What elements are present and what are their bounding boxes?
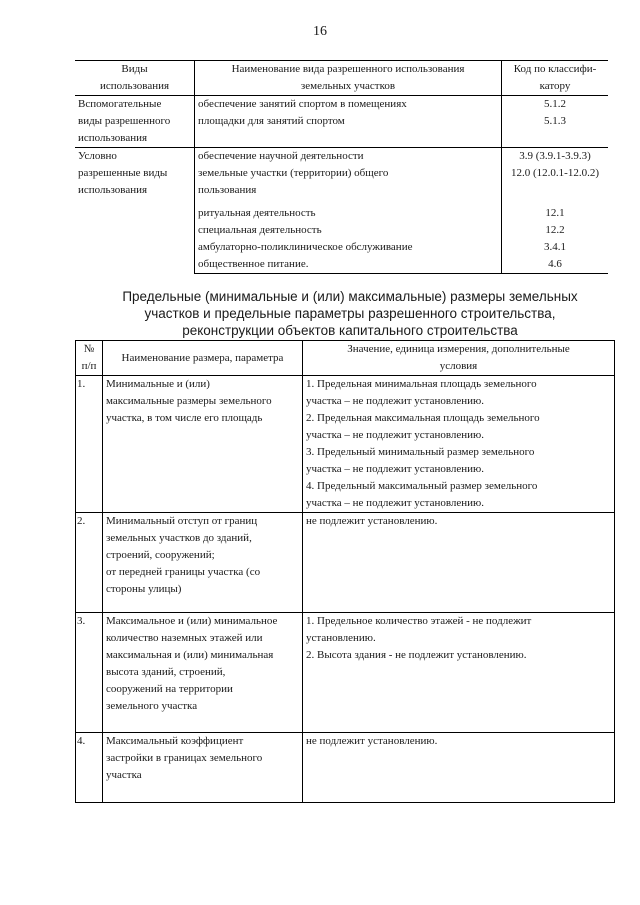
table-row <box>75 96 608 114</box>
table-row <box>75 148 608 166</box>
parameter-name-cell: Минимальный отступ от границ земельных участков до зданий, строений, сооружений; от передней границы участка (со стороны улицы) <box>103 513 303 613</box>
use-name-cell: пользования <box>195 182 502 199</box>
use-name-cell: обеспечение научной деятельности <box>195 148 502 166</box>
header-parameter-name: Наименование размера, параметра <box>103 341 303 376</box>
code-cell: 3.9 (3.9.1-3.9.3) <box>502 148 609 166</box>
use-name-cell: ритуальная деятельность <box>195 205 502 222</box>
parameter-value-cell: не подлежит установлению. <box>303 513 615 613</box>
table-row <box>76 376 615 513</box>
parameter-name-cell: Минимальные и (или) максимальные размеры земельного участка, в том числе его площадь <box>103 376 303 513</box>
use-name-cell: земельные участки (территории) общего <box>195 165 502 182</box>
parameter-name-cell: Максимальный коэффициент застройки в границах земельного участка <box>103 733 303 803</box>
use-name-cell: общественное питание. <box>195 256 502 274</box>
row-number: 2. <box>76 513 103 613</box>
table-header-row <box>75 61 608 96</box>
row-number: 1. <box>76 376 103 513</box>
use-name-cell: амбулаторно-поликлиническое обслуживание <box>195 239 502 256</box>
code-cell <box>502 130 609 148</box>
section-title: Предельные (минимальные и (или) максимальные) размеры земельных участков и предельные параметры разрешенного строительства, реконструкции объектов капитального строительства <box>122 289 578 338</box>
table-header-row <box>76 341 615 376</box>
code-cell: 12.0 (12.0.1-12.0.2) <box>511 167 599 179</box>
header-classifier-code: Код по классифи- катору <box>502 61 609 96</box>
code-cell <box>502 182 609 199</box>
code-cell: 5.1.2 <box>502 96 609 114</box>
row-number: 4. <box>76 733 103 803</box>
parameter-name-cell: Максимальное и (или) минимальное количество наземных этажей или максимальная и (или) минимальная высота зданий, строений, сооружений на территории земельного участка <box>103 613 303 733</box>
header-use-name: Наименование вида разрешенного использования земельных участков <box>195 61 502 96</box>
code-cell: 5.1.3 <box>544 115 566 127</box>
code-cell: 12.1 <box>545 207 565 219</box>
code-cell: 4.6 <box>502 256 609 274</box>
use-name-cell: специальная деятельность <box>195 222 502 239</box>
parameters-table <box>75 340 615 803</box>
use-name-cell <box>195 130 502 148</box>
page-number: 16 <box>313 24 327 39</box>
table-row <box>76 613 615 733</box>
table-row <box>76 733 615 803</box>
parameter-value-cell: 1. Предельная минимальная площадь земельного участка – не подлежит установлению. 2. Предельная максимальная площадь земельного участка – не подлежит установлению. 3. Предельный минимальный размер земельного участка – не подлежит установлению. 4. Предельный максимальный размер земельного участка – не подлежит установлению. <box>303 376 615 513</box>
parameter-value-cell: не подлежит установлению. <box>303 733 615 803</box>
use-name-cell: площадки для занятий спортом <box>195 113 502 130</box>
code-cell: 12.2 <box>545 224 565 236</box>
row-number: 3. <box>76 613 103 733</box>
header-number: № п/п <box>76 341 103 376</box>
code-cell: 3.4.1 <box>544 241 566 253</box>
parameter-value-cell: 1. Предельное количество этажей - не подлежит установлению. 2. Высота здания - не подлежит установлению. <box>303 613 615 733</box>
use-kind-cell: Условно разрешенные виды использования <box>75 148 195 274</box>
permitted-use-table <box>75 60 608 274</box>
use-kind-cell: Вспомогательные виды разрешенного использования <box>75 96 195 148</box>
use-name-cell: обеспечение занятий спортом в помещениях <box>195 96 502 114</box>
header-use-kind: Виды использования <box>75 61 195 96</box>
header-value: Значение, единица измерения, дополнительные условия <box>303 341 615 376</box>
table-row <box>76 513 615 613</box>
